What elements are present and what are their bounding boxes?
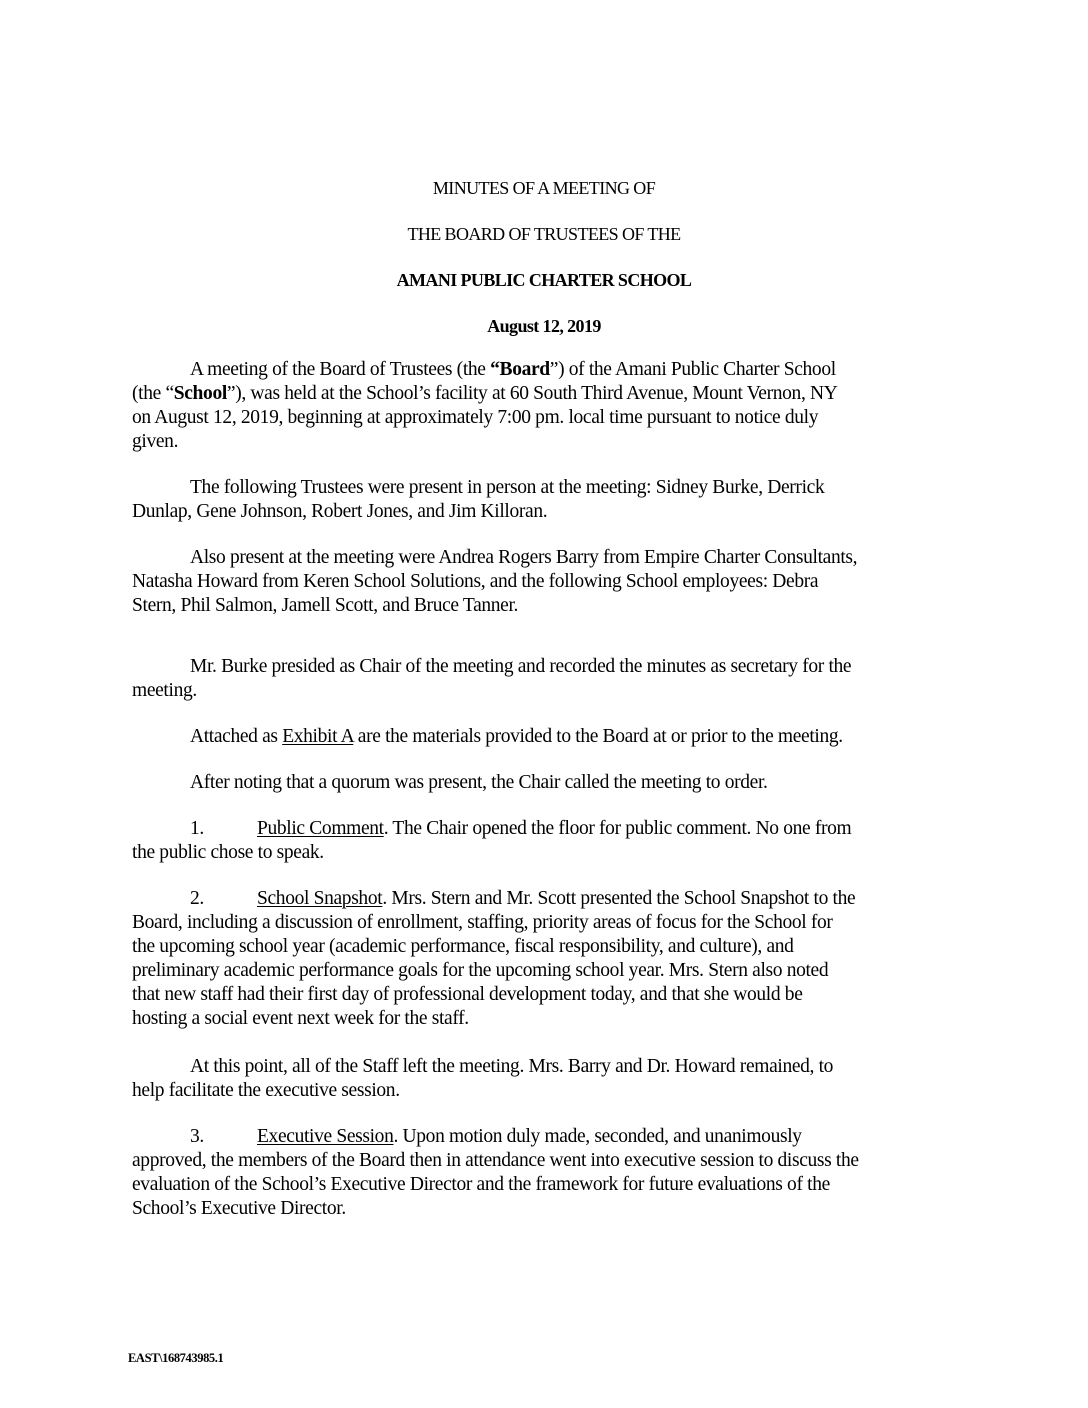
item-2-line-3: the upcoming school year (academic performance, fiscal responsibility, and culture), and <box>132 936 794 957</box>
item-2-line-2: Board, including a discussion of enrollment, staffing, priority areas of focus for the School for <box>132 912 833 933</box>
exhibit-text: are the materials provided to the Board at or prior to the meeting. <box>353 726 843 747</box>
document-id-footer: EAST\168743985.1 <box>128 1351 224 1365</box>
intro-text: (the “ <box>132 383 174 404</box>
intro-line-3: on August 12, 2019, beginning at approximately 7:00 pm. local time pursuant to notice duly <box>132 407 819 428</box>
item-2-line-6: hosting a social event next week for the staff. <box>132 1008 469 1029</box>
title-school-name: AMANI PUBLIC CHARTER SCHOOL <box>396 270 692 290</box>
item-heading: School Snapshot <box>257 888 383 909</box>
intro-line-1 <box>190 358 836 382</box>
item-text: . Upon motion duly made, seconded, and unanimously <box>393 1126 802 1147</box>
exhibit-paragraph <box>190 725 843 749</box>
item-3-line-4: School’s Executive Director. <box>132 1198 346 1219</box>
item-2-line-5: that new staff had their first day of professional development today, and that she would be <box>132 984 803 1005</box>
item-1-line-1 <box>190 817 851 841</box>
item-number: 1. <box>190 818 204 839</box>
item-number: 3. <box>190 1126 204 1147</box>
trustees-line-2: Dunlap, Gene Johnson, Robert Jones, and Jim Killoran. <box>132 501 548 522</box>
quote-mark: “ <box>490 359 500 380</box>
also-present-line-1: Also present at the meeting were Andrea Rogers Barry from Empire Charter Consultants, <box>190 547 858 568</box>
defined-term-board: Board <box>499 359 550 380</box>
trustees-line-1: The following Trustees were present in person at the meeting: Sidney Burke, Derrick <box>190 477 825 498</box>
title-line-2: THE BOARD OF TRUSTEES OF THE <box>407 224 681 244</box>
item-text: . Mrs. Stern and Mr. Scott presented the School Snapshot to the <box>382 888 856 909</box>
item-3-line-3: evaluation of the School’s Executive Director and the framework for future evaluations of the <box>132 1174 830 1195</box>
item-3-line-2: approved, the members of the Board then in attendance went into executive session to discuss the <box>132 1150 859 1171</box>
intro-line-4: given. <box>132 431 179 452</box>
defined-term-school: School <box>173 383 227 404</box>
staff-left-line-1: At this point, all of the Staff left the meeting. Mrs. Barry and Dr. Howard remained, to <box>190 1056 834 1077</box>
intro-text: ”) of the Amani Public Charter School <box>549 359 836 380</box>
item-2-line-1 <box>190 887 855 911</box>
intro-line-2 <box>132 382 837 406</box>
chair-line-1: Mr. Burke presided as Chair of the meeting and recorded the minutes as secretary for the <box>190 656 852 677</box>
item-text: . The Chair opened the floor for public comment. No one from <box>383 818 852 839</box>
meeting-date: August 12, 2019 <box>487 316 601 336</box>
title-line-1: MINUTES OF A MEETING OF <box>432 178 656 198</box>
item-number: 2. <box>190 888 204 909</box>
quorum-paragraph: After noting that a quorum was present, the Chair called the meeting to order. <box>190 772 768 793</box>
item-heading: Executive Session <box>257 1126 394 1147</box>
intro-text: A meeting of the Board of Trustees (the <box>190 359 491 380</box>
also-present-line-3: Stern, Phil Salmon, Jamell Scott, and Bruce Tanner. <box>132 595 519 616</box>
exhibit-a-reference: Exhibit A <box>282 726 354 747</box>
exhibit-text: Attached as <box>190 726 283 747</box>
chair-line-2: meeting. <box>132 680 197 701</box>
item-2-line-4: preliminary academic performance goals for the upcoming school year. Mrs. Stern also noted <box>132 960 829 981</box>
also-present-line-2: Natasha Howard from Keren School Solutions, and the following School employees: Debra <box>132 571 819 592</box>
intro-text: ”), was held at the School’s facility at 60 South Third Avenue, Mount Vernon, NY <box>226 383 838 404</box>
item-1-line-2: the public chose to speak. <box>132 842 324 863</box>
item-3-line-1 <box>190 1125 802 1149</box>
staff-left-line-2: help facilitate the executive session. <box>132 1080 400 1101</box>
item-heading: Public Comment <box>257 818 384 839</box>
